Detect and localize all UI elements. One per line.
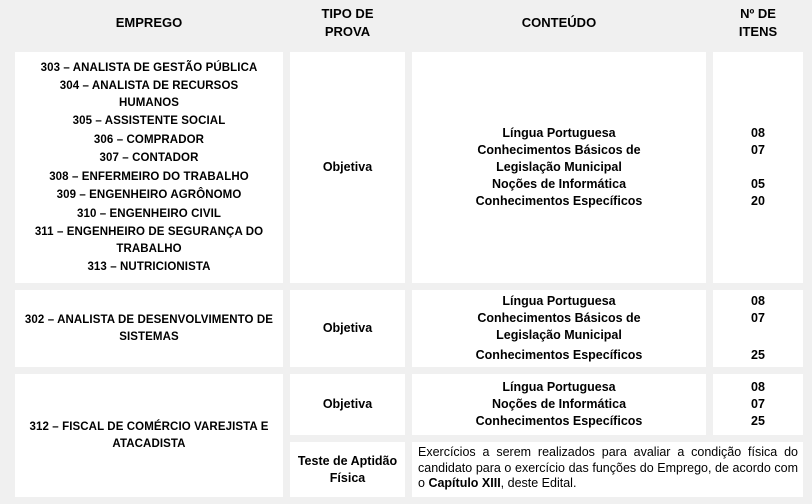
row2-itens bbox=[713, 290, 803, 367]
emprego-item: 311 – ENGENHEIRO DE SEGURANÇA DO TRABALHO bbox=[34, 226, 264, 255]
itens-value: 05 bbox=[751, 177, 765, 191]
row3-taf-description bbox=[412, 442, 803, 497]
header-itens bbox=[713, 0, 803, 46]
itens-value: 07 bbox=[751, 397, 765, 411]
emprego-item: 310 – ENGENHEIRO CIVIL bbox=[76, 207, 222, 220]
emprego-item: 312 – FISCAL DE COMÉRCIO VAREJISTA E ATACADISTA bbox=[29, 421, 269, 450]
taf-desc-chapter: Capítulo XIII bbox=[428, 476, 501, 490]
itens-value: 25 bbox=[751, 414, 765, 428]
header-itens-line1: Nº DE bbox=[740, 6, 776, 21]
taf-label-line2: Física bbox=[329, 470, 366, 485]
itens-value: 20 bbox=[751, 194, 765, 208]
row1-conteudo bbox=[412, 52, 706, 283]
emprego-item: 306 – COMPRADOR bbox=[93, 133, 205, 146]
tipo-prova: Objetiva bbox=[322, 160, 373, 174]
row1-itens bbox=[713, 52, 803, 283]
row3-empregos bbox=[15, 374, 283, 497]
row2-empregos bbox=[15, 290, 283, 367]
conteudo-item: Conhecimentos Específicos bbox=[475, 414, 643, 428]
itens-value: 07 bbox=[751, 311, 765, 325]
row1-empregos bbox=[15, 52, 283, 283]
conteudo-item: Língua Portuguesa bbox=[502, 380, 616, 394]
taf-description-text bbox=[418, 445, 798, 492]
itens-value: 08 bbox=[751, 294, 765, 308]
emprego-item: 302 – ANALISTA DE DESENVOLVIMENTO DE SISTEMAS bbox=[24, 314, 274, 343]
row3-tipo-objetiva bbox=[290, 374, 405, 435]
emprego-item: 307 – CONTADOR bbox=[99, 152, 199, 164]
tipo-prova: Objetiva bbox=[322, 321, 373, 335]
row3-tipo-taf bbox=[290, 442, 405, 497]
header-conteudo-label: CONTEÚDO bbox=[521, 15, 597, 30]
taf-desc-pre: Exercícios a serem realizados para avaliar a condição física do candidato para o exercício das funções do Emprego, de acordo com o bbox=[418, 445, 798, 490]
conteudo-item: Conhecimentos Específicos bbox=[475, 194, 643, 208]
conteudo-item: Noções de Informática bbox=[491, 177, 627, 191]
itens-value: 25 bbox=[751, 348, 765, 362]
row3-itens bbox=[713, 374, 803, 435]
conteudo-item: Língua Portuguesa bbox=[502, 126, 616, 140]
itens-value: 07 bbox=[751, 143, 765, 157]
conteudo-item: Conhecimentos Básicos de Legislação Municipal bbox=[477, 143, 641, 174]
header-emprego-label: EMPREGO bbox=[115, 15, 183, 30]
conteudo-item: Conhecimentos Básicos de Legislação Municipal bbox=[477, 311, 641, 342]
conteudo-item: Conhecimentos Específicos bbox=[475, 348, 643, 362]
emprego-item: 309 – ENGENHEIRO AGRÔNOMO bbox=[56, 189, 242, 201]
row2-conteudo bbox=[412, 290, 706, 367]
tipo-prova: Objetiva bbox=[322, 397, 373, 411]
taf-label-line1: Teste de Aptidão bbox=[297, 453, 398, 468]
emprego-item: 305 – ASSISTENTE SOCIAL bbox=[72, 115, 226, 127]
emprego-item: 303 – ANALISTA DE GESTÃO PÚBLICA bbox=[40, 61, 258, 74]
emprego-item: 304 – ANALISTA DE RECURSOS HUMANOS bbox=[59, 80, 239, 109]
header-emprego bbox=[15, 0, 283, 46]
conteudo-item: Língua Portuguesa bbox=[502, 294, 616, 308]
header-conteudo bbox=[412, 0, 706, 46]
header-itens-line2: ITENS bbox=[738, 24, 778, 39]
row3-conteudo bbox=[412, 374, 706, 435]
row2-tipo bbox=[290, 290, 405, 367]
emprego-item: 313 – NUTRICIONISTA bbox=[87, 261, 211, 273]
header-tipo-line1: TIPO DE bbox=[321, 6, 374, 21]
emprego-item: 308 – ENFERMEIRO DO TRABALHO bbox=[49, 170, 249, 183]
taf-desc-post: , deste Edital. bbox=[500, 476, 577, 490]
header-tipo-line2: PROVA bbox=[324, 24, 371, 39]
itens-value: 08 bbox=[751, 380, 765, 394]
conteudo-item: Noções de Informática bbox=[491, 397, 627, 411]
itens-value: 08 bbox=[751, 126, 765, 140]
header-tipo-prova bbox=[290, 0, 405, 46]
row1-tipo bbox=[290, 52, 405, 283]
